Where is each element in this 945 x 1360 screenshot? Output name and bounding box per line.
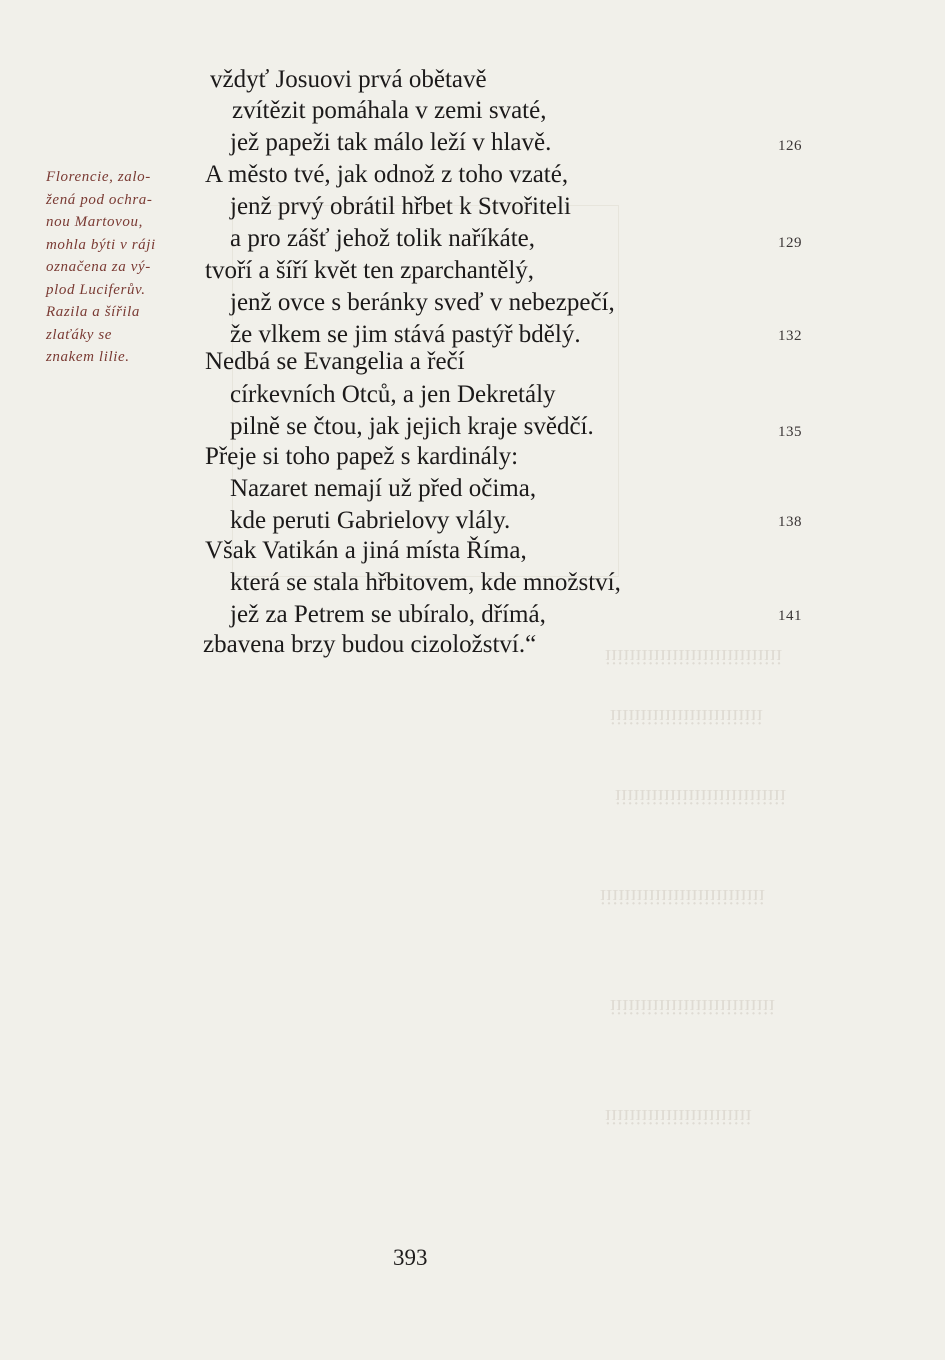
margin-note-line: Razila a šířila (46, 304, 141, 320)
verse-line: církevních Otců, a jen Dekretály (230, 381, 556, 408)
verse-line: Však Vatikán a jiná místa Říma, (205, 537, 527, 564)
verse-line: jež za Petrem se ubíralo, dřímá, (230, 601, 546, 628)
verse-line: zvítězit pomáhala v zemi svaté, (232, 97, 547, 124)
margin-note-line: žená pod ochra- (46, 191, 153, 208)
show-through-text: ᴉᴉᴉᴉᴉᴉᴉᴉᴉᴉᴉᴉᴉᴉᴉᴉᴉᴉᴉᴉᴉᴉᴉᴉᴉᴉᴉᴉ (615, 780, 787, 805)
verse-line: a pro zášť jehož tolik naříkáte, (230, 225, 536, 252)
verse-line: Přeje si toho papež s kardinály: (205, 443, 519, 470)
verse-line: Nazaret nemají už před očima, (230, 475, 537, 502)
margin-note-line: označena za vý- (46, 259, 151, 275)
verse-line: že vlkem se jim stává pastýř bdělý. (230, 321, 581, 348)
verse-line: jenž prvý obrátil hřbet k Stvořiteli (230, 193, 571, 220)
margin-note-line: znakem lilie. (46, 349, 130, 365)
line-number: 132 (778, 328, 802, 344)
line-number: 141 (778, 608, 802, 624)
verse-line: jenž ovce s beránky sveď v nebezpečí, (230, 289, 615, 316)
line-number: 126 (778, 138, 802, 154)
verse-line: zbavena brzy budou cizoložství.“ (203, 631, 537, 658)
show-through-text: ᴉᴉᴉᴉᴉᴉᴉᴉᴉᴉᴉᴉᴉᴉᴉᴉᴉᴉᴉᴉᴉᴉᴉᴉᴉᴉᴉ (600, 880, 766, 905)
margin-note (46, 166, 186, 369)
margin-note-line: plod Luciferův. (46, 281, 146, 298)
verse-line: tvoří a šíří květ ten zparchantělý, (205, 257, 535, 284)
verse-line: A město tvé, jak odnož z toho vzaté, (205, 161, 569, 188)
verse-line: jež papeži tak málo leží v hlavě. (230, 129, 552, 156)
line-number: 135 (778, 424, 802, 440)
verse-line: vždyť Josuovi prvá obětavě (210, 66, 487, 93)
show-through-text: ᴉᴉᴉᴉᴉᴉᴉᴉᴉᴉᴉᴉᴉᴉᴉᴉᴉᴉᴉᴉᴉᴉᴉᴉᴉ (610, 700, 763, 725)
verse-line: kde peruti Gabrielovy vlály. (230, 507, 511, 534)
margin-note-line: mohla býti v ráji (46, 236, 156, 253)
show-through-text: ᴉᴉᴉᴉᴉᴉᴉᴉᴉᴉᴉᴉᴉᴉᴉᴉᴉᴉᴉᴉᴉᴉᴉᴉᴉᴉᴉ (610, 990, 776, 1015)
line-number: 138 (778, 514, 802, 530)
verse-line: která se stala hřbitovem, kde množství, (230, 569, 621, 596)
line-number: 129 (778, 235, 802, 251)
verse-line: Nedbá se Evangelia a řečí (205, 348, 465, 375)
show-through-text: ᴉᴉᴉᴉᴉᴉᴉᴉᴉᴉᴉᴉᴉᴉᴉᴉᴉᴉᴉᴉᴉᴉᴉᴉᴉᴉᴉᴉᴉ (605, 640, 783, 665)
margin-note-line: Florencie, zalo- (46, 169, 151, 185)
margin-note-line: nou Martovou, (46, 214, 143, 230)
verse-line: pilně se čtou, jak jejich kraje svědčí. (230, 413, 594, 440)
margin-note-line: zlaťáky se (46, 326, 113, 343)
page-number: 393 (393, 1245, 428, 1270)
show-through-text: ᴉᴉᴉᴉᴉᴉᴉᴉᴉᴉᴉᴉᴉᴉᴉᴉᴉᴉᴉᴉᴉᴉᴉᴉ (605, 1100, 752, 1125)
